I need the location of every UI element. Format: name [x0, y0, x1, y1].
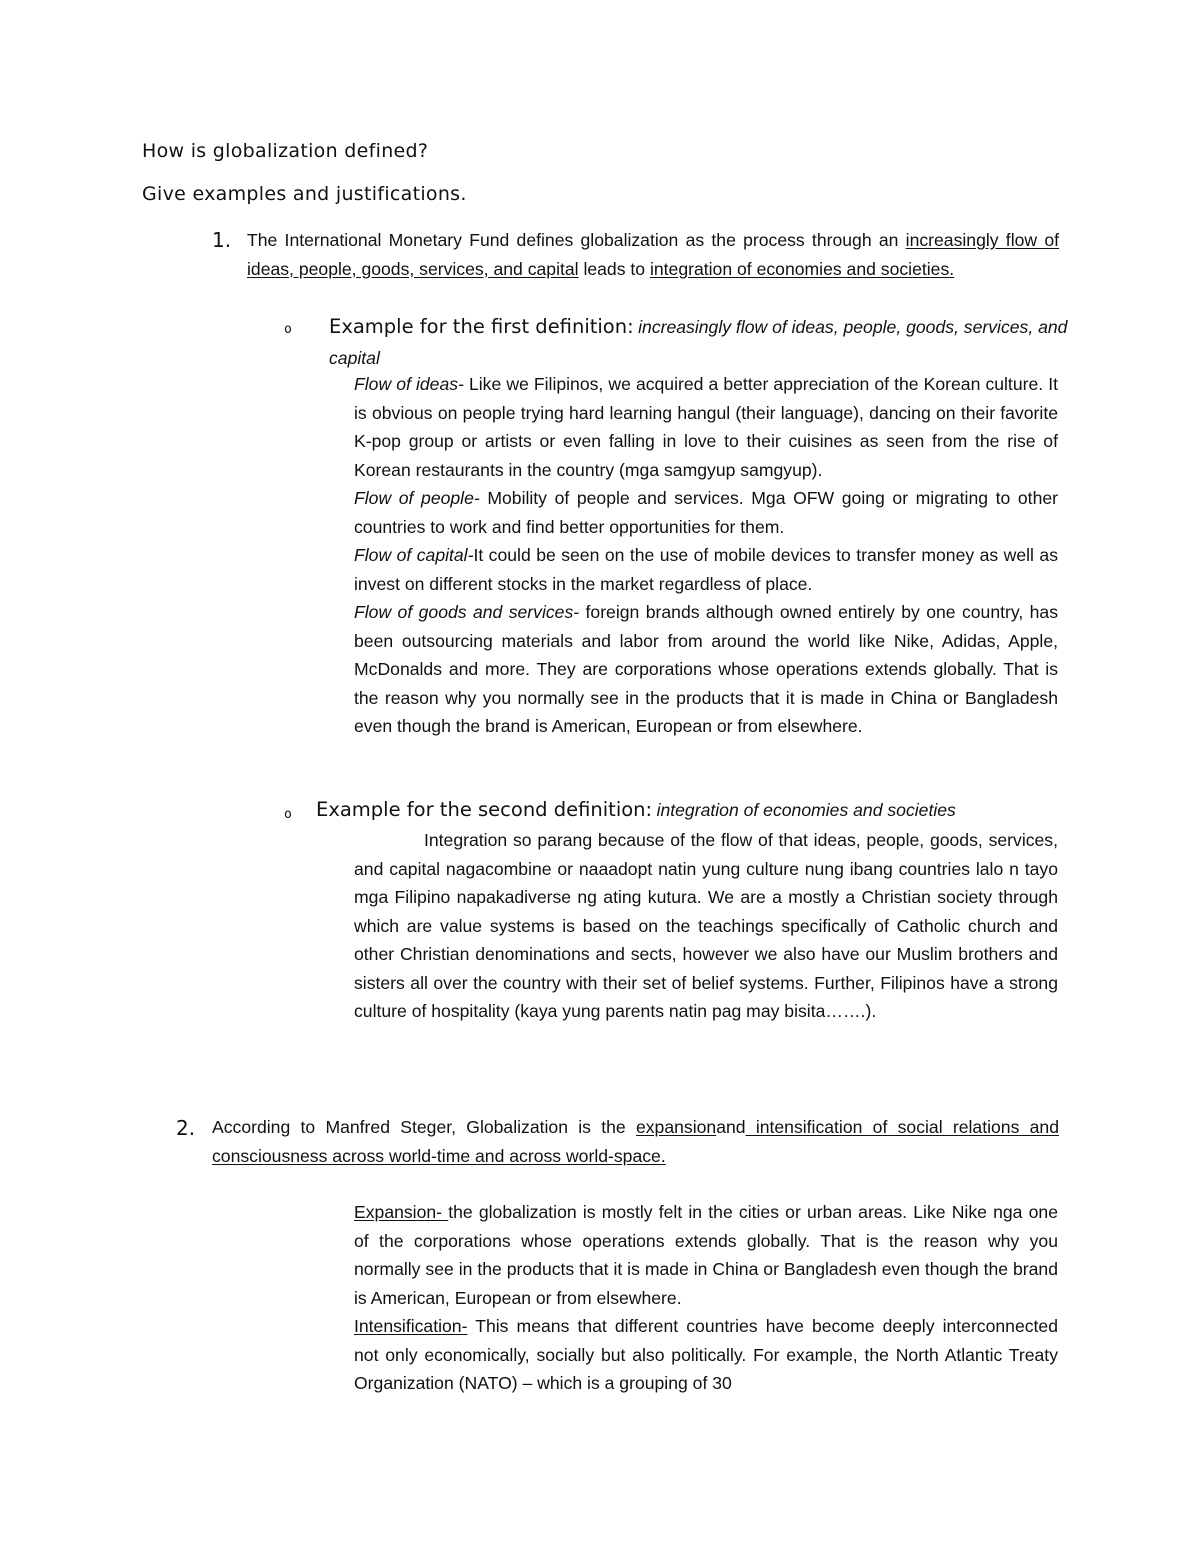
example-1-text: increasingly flow of ideas, people, goods, services, and capital — [329, 317, 1068, 368]
example-1-heading — [329, 313, 1069, 374]
example-2-text: integration of economies and societies — [656, 800, 956, 820]
flow-label: Flow of capital- — [354, 545, 474, 565]
flows-list — [354, 370, 1058, 741]
flow-item-people — [354, 484, 1058, 541]
expansion-paragraph — [354, 1198, 1058, 1312]
definition-1-middle: leads to — [583, 258, 646, 279]
flow-label: Flow of goods and services- — [354, 602, 580, 622]
expansion-label: Expansion- — [354, 1202, 449, 1222]
intensification-text: This means that different countries have become deeply interconnected not only economically, socially but also politically. For example, the North Atlantic Treaty Organization (NATO) – which is a grouping of 30 — [354, 1316, 1058, 1393]
steger-explanations — [354, 1198, 1058, 1398]
intensification-label: Intensification- — [354, 1316, 468, 1336]
definition-2-prefix: According to Manfred Steger, Globalization is the — [212, 1117, 626, 1137]
flow-item-goods — [354, 598, 1058, 741]
list-number-2: 2. — [176, 1116, 196, 1140]
intensification-paragraph — [354, 1312, 1058, 1398]
definition-2-highlight-intensification: intensification of social relations and consciousness across world-time and across world-space. — [212, 1117, 1059, 1166]
definition-1-highlight-flow: increasingly flow of ideas, people, goods, services, and capital — [247, 230, 1060, 279]
flow-text: Mobility of people and services. Mga OFW going or migrating to other countries to work and find better opportunities for them. — [354, 488, 1059, 537]
definition-2-middle: and — [716, 1117, 746, 1137]
list-number-1: 1. — [212, 228, 232, 252]
page-title: How is globalization defined? — [142, 140, 429, 162]
definition-2-highlight-expansion: expansion — [635, 1117, 717, 1137]
definition-1 — [247, 226, 1059, 283]
expansion-text: the globalization is mostly felt in the cities or urban areas. Like Nike nga one of the corporations whose operations extends globally. That is the reason why you normally see in the products that it is made in China or Bangladesh even though the brand is American, European or from elsewhere. — [354, 1202, 1058, 1308]
flow-item-capital — [354, 541, 1058, 598]
flow-label: Flow of people- — [354, 488, 480, 508]
definition-1-highlight-integration: integration of economies and societies. — [649, 258, 955, 279]
flow-item-ideas — [354, 370, 1058, 484]
flow-text: Like we Filipinos, we acquired a better appreciation of the Korean culture. It is obvious on people trying hard learning hangul (their language), dancing on their favorite K-pop group or artists or even falling in love to their cuisines as seen from the rise of Korean restaurants in the country (mga samgyup samgyup). — [354, 374, 1058, 480]
bullet-example-1: o — [284, 322, 292, 337]
example-2-label: Example for the second definition: — [316, 798, 653, 821]
definition-1-prefix: The International Monetary Fund defines globalization as the process through an — [247, 230, 899, 250]
flow-text: It could be seen on the use of mobile devices to transfer money as well as invest on different stocks in the market regardless of place. — [354, 545, 1058, 594]
integration-paragraph: Integration so parang because of the flow of that ideas, people, goods, services, and capital nagacombine or naaadopt natin yung culture nung ibang countries lalo n tayo mga Filipino napakadiverse ng ating kutura. We are a mostly a Christian society through which are value systems is based on the teachings specifically of Catholic church and other Christian denominations and sects, however we also have our Muslim brothers and sisters all over the country with their set of belief systems. Further, Filipinos have a strong culture of hospitality (kaya yung parents natin pag may bisita…….). — [354, 830, 1058, 1021]
flow-text: foreign brands although owned entirely by one country, has been outsourcing materials and labor from around the world like Nike, Adidas, Apple, McDonalds and more. They are corporations whose operations extends globally. That is the reason why you normally see in the products that it is made in China or Bangladesh even though the brand is American, European or from elsewhere. — [354, 602, 1059, 736]
flow-label: Flow of ideas- — [354, 374, 464, 394]
example-2-heading — [316, 798, 1076, 821]
example-1-label: Example for the first definition: — [329, 315, 634, 338]
bullet-example-2: o — [284, 807, 292, 822]
page-subtitle: Give examples and justifications. — [142, 183, 467, 205]
definition-2 — [212, 1113, 1059, 1170]
